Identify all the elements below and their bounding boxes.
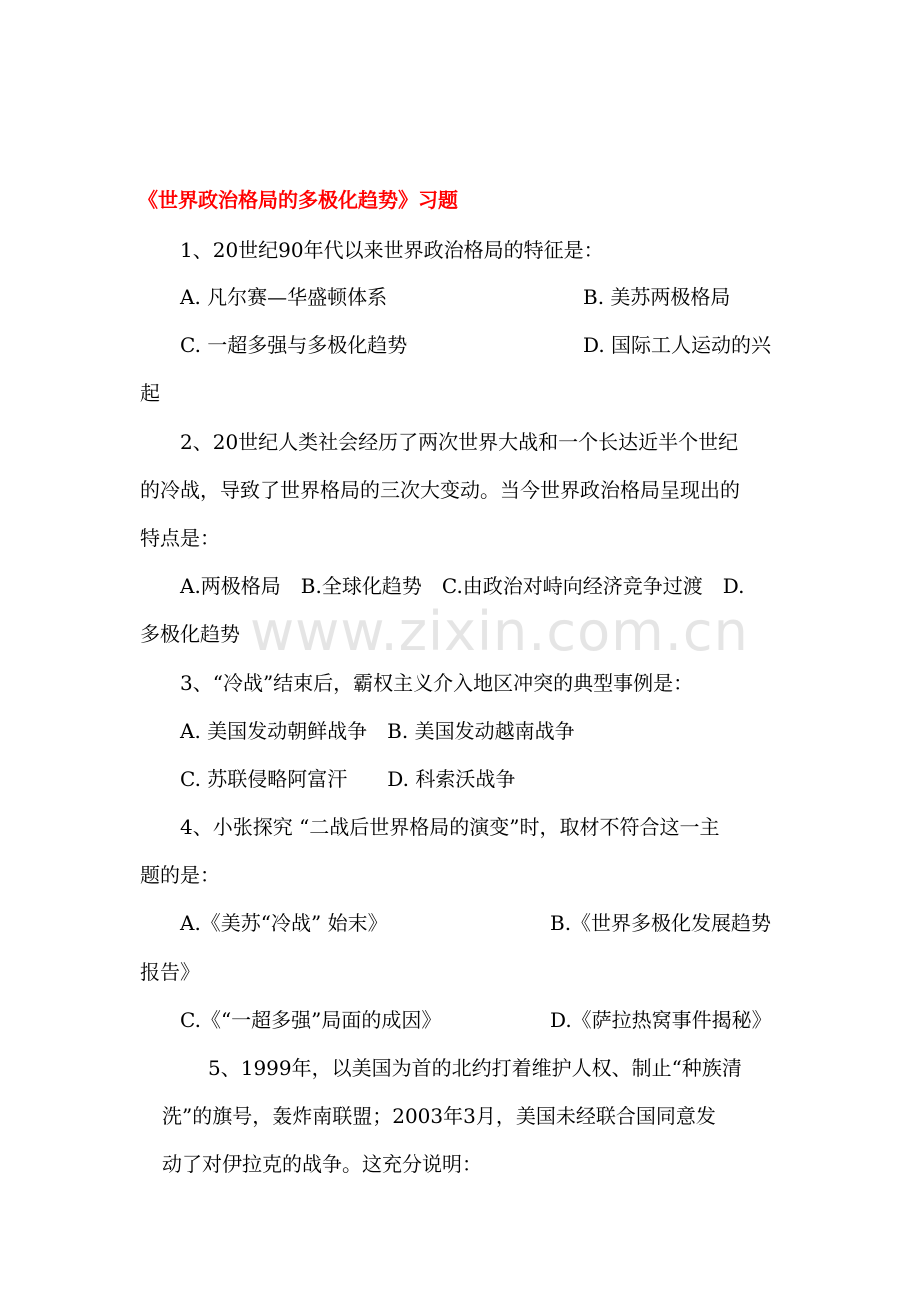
question-1-option-a: A. 凡尔赛—华盛顿体系: [180, 285, 388, 309]
question-2-options: A.两极格局 B.全球化趋势 C.由政治对峙向经济竞争过渡 D.: [180, 574, 745, 598]
question-2-stem-line-3: 特点是：: [140, 526, 220, 550]
question-2-stem-line-1: 2、20世纪人类社会经历了两次世界大战和一个长达近半个世纪: [180, 430, 739, 454]
question-2-options-continued: 多极化趋势: [140, 622, 240, 646]
question-4-option-a: A.《美苏“冷战” 始末》: [180, 911, 388, 935]
question-4-option-b-continued: 报告》: [140, 960, 200, 984]
question-1-stem: 1、20世纪90年代以来世界政治格局的特征是：: [180, 238, 604, 262]
question-4-stem-line-1: 4、小张探究 “二战后世界格局的演变”时，取材不符合这一主: [180, 815, 720, 839]
question-3-stem: 3、“冷战”结束后，霸权主义介入地区冲突的典型事例是：: [180, 671, 694, 695]
question-5-stem-line-3: 动了对伊拉克的战争。这充分说明：: [162, 1152, 482, 1176]
question-1-option-d-continued: 起: [140, 381, 160, 405]
question-4-stem-line-2: 题的是：: [140, 863, 220, 887]
question-5-stem-line-2: 洗”的旗号，轰炸南联盟；2003年3月，美国未经联合国同意发: [162, 1104, 716, 1128]
document-title: 《世界政治格局的多极化趋势》习题: [138, 188, 458, 212]
question-1-option-d: D. 国际工人运动的兴: [583, 333, 772, 357]
question-4-option-d: D.《萨拉热窝事件揭秘》: [550, 1008, 772, 1032]
question-3-options-cd: C. 苏联侵略阿富汗 D. 科索沃战争: [180, 767, 516, 791]
question-1-option-c: C. 一超多强与多极化趋势: [180, 333, 408, 357]
watermark-text: www.zixin.com.cn: [250, 600, 749, 663]
question-4-option-b: B.《世界多极化发展趋势: [550, 911, 772, 935]
question-4-option-c: C.《“一超多强”局面的成因》: [180, 1008, 442, 1032]
question-3-options-ab: A. 美国发动朝鲜战争 B. 美国发动越南战争: [180, 719, 575, 743]
question-2-stem-line-2: 的冷战，导致了世界格局的三次大变动。当今世界政治格局呈现出的: [140, 478, 740, 502]
question-1-option-b: B. 美苏两极格局: [583, 285, 731, 309]
question-5-stem-line-1: 5、1999年，以美国为首的北约打着维护人权、制止“种族清: [208, 1056, 742, 1080]
